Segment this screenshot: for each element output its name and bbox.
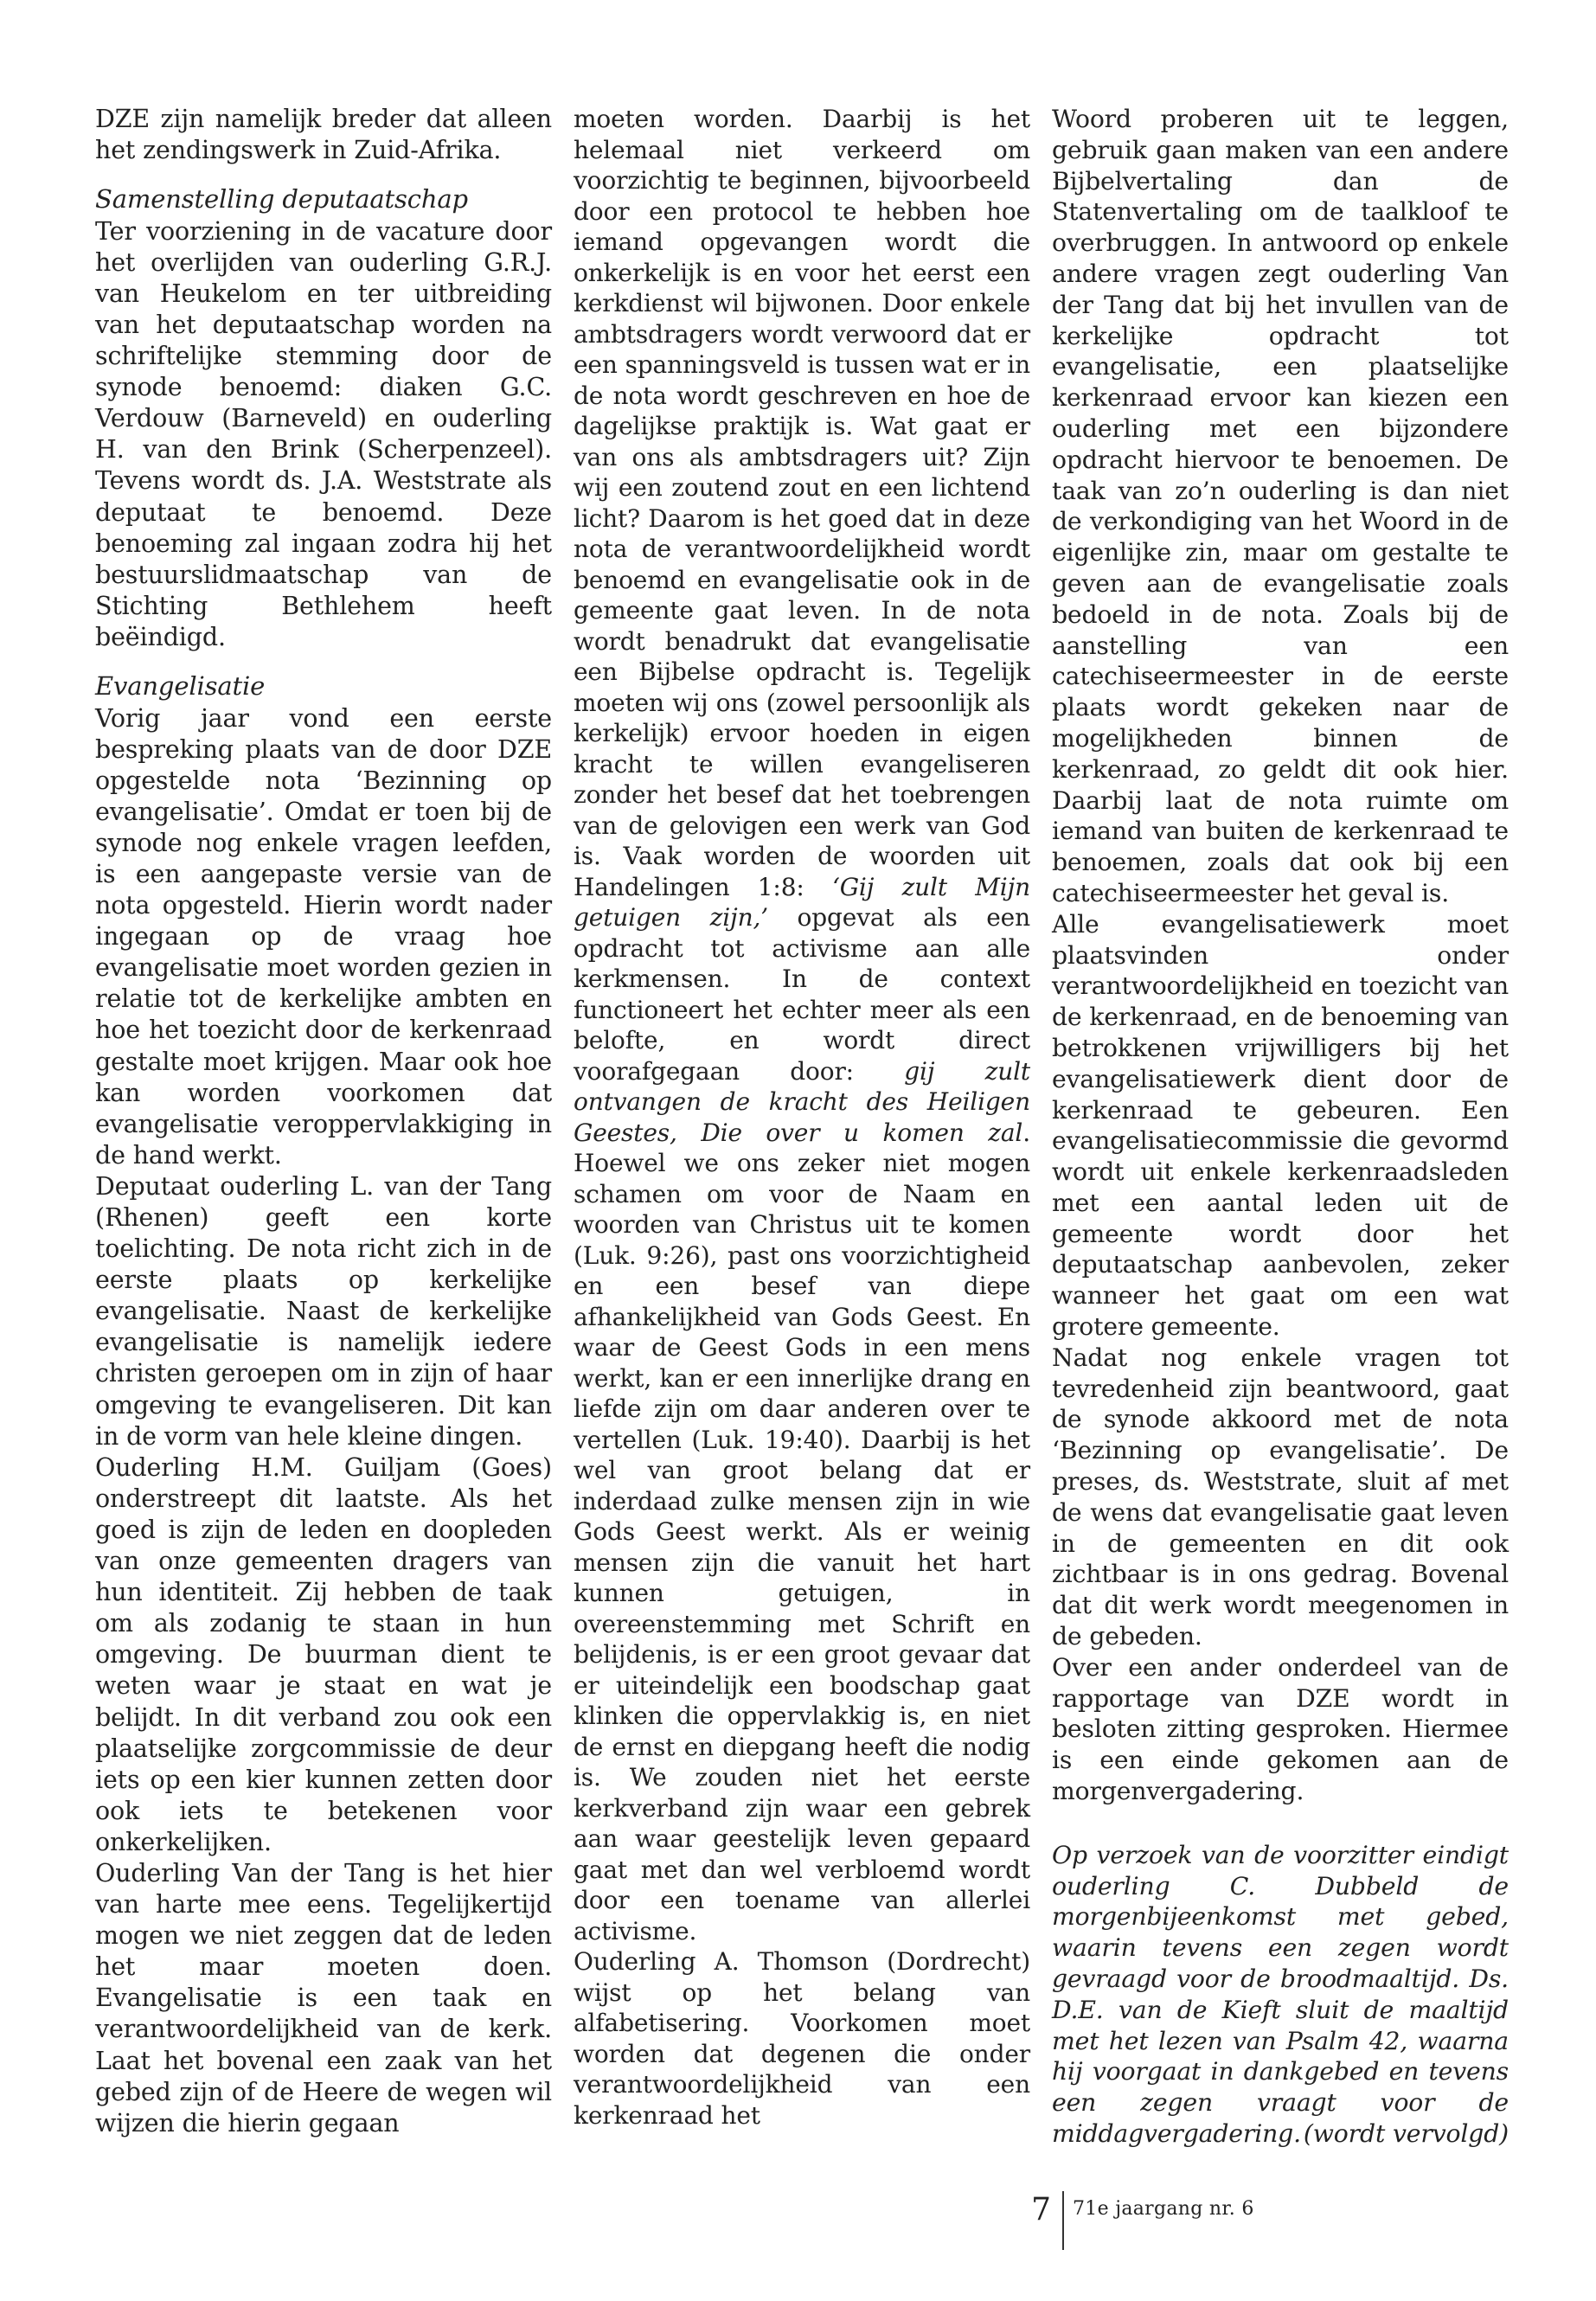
page-number: 7 bbox=[1031, 2192, 1051, 2227]
paragraph-samenstelling: Ter voorziening in de vacature door het overlijden van ouderling G.R.J. van Heukelom en ter uitbreiding van het deputaatschap worden na schriftelijke stemming door de synode benoemd: diaken G.C. Verdouw (Barneveld) en ouderling H. van den Brink (Scherpenzeel). Tevens wordt ds. J.A. Weststrate als deputaat te benoemd. Deze benoeming zal ingaan zodra hij het bestuurslidmaatschap van de Stichting Bethlehem heeft beëindigd. bbox=[95, 216, 552, 651]
continued-note: (wordt vervolgd) bbox=[1303, 2119, 1509, 2148]
paragraph-evangelisatie: Vorig jaar vond een eerste bespreking plaats van de door DZE opgestelde nota ‘Bezinning op evangelisatie’. Omdat er toen bij de synode nog enkele vragen leefden, is een aangepaste versie van de nota opgesteld. Hierin wordt nader ingegaan op de vraag hoe evangelisatie moet worden gezien in relatie tot de kerkelijke ambten en hoe het toezicht door de kerkenraad gestalte moet krijgen. Maar ook hoe kan worden voorkomen dat evangelisatie veroppervlakkiging in de hand werkt. bbox=[95, 703, 552, 1170]
paragraph-guiljam: Ouderling H.M. Guiljam (Goes) onderstreept dit laatste. Als het goed is zijn de leden en doopleden van onze gemeenten dragers van hun identiteit. Zij hebben de taak om als zodanig te staan in hun omgeving. De buurman dient te weten waar je staat en wat je belijdt. In dit verband zou ook een plaatselijke zorgcommissie de deur iets op een kier kunnen zetten door ook iets te betekenen voor onkerkelijken. bbox=[95, 1452, 552, 1856]
footer-divider bbox=[1062, 2191, 1064, 2250]
paragraph-closing-italic bbox=[1052, 1840, 1509, 2150]
column-1 bbox=[95, 104, 552, 2139]
paragraph-over: Over een ander onderdeel van de rapportage van DZE wordt in besloten zitting gesproken. Hiermee is een einde gekomen aan de morgenvergadering. bbox=[1052, 1652, 1509, 1806]
scripture-quote: ‘Gij zult Mijn getuigen zijn,’ bbox=[574, 872, 1031, 932]
scripture-quote: gij zult ontvangen de kracht des Heiligen Geestes, Die over u komen zal bbox=[574, 1056, 1030, 1147]
paragraph-continuation bbox=[574, 104, 1030, 1946]
column-3 bbox=[1052, 104, 1509, 2150]
paragraph-alle-evangelisatiewerk: Alle evangelisatiewerk moet plaatsvinden onder verantwoordelijkheid en toezicht van de kerkenraad, en de benoeming van betrokkenen vrijwilligers bij het evangelisatiewerk dient door de kerkenraad te gebeuren. Een evangelisatiecommissie die gevormd wordt uit enkele kerkenraadsleden met een aantal leden uit de gemeente wordt door het deputaatschap aanbevolen, zeker wanneer het gaat om een wat grotere gemeente. bbox=[1052, 909, 1509, 1342]
paragraph-tang: Deputaat ouderling L. van der Tang (Rhenen) geeft een korte toelichting. De nota richt zich in de eerste plaats op kerkelijke evangelisatie. Naast de kerkelijke evangelisatie is namelijk iedere christen geroepen om in zijn of haar omgeving te evangeliseren. Dit kan in de vorm van hele kleine dingen. bbox=[95, 1171, 552, 1451]
paragraph-tang-2: Ouderling Van der Tang is het hier van harte mee eens. Tegelijkertijd mogen we niet zeggen dat de leden het maar moeten doen. Evangelisatie is een taak en verantwoordelijkheid van de kerk. Laat het bovenal een zaak van het gebed zijn of de Heere de wegen wil wijzen die hierin gegaan bbox=[95, 1858, 552, 2138]
text-run: opgevat als een opdracht tot activisme aan alle kerkmensen. In de context functioneert het echter meer als een belofte, en wordt direct voorafgegaan door: bbox=[574, 903, 1030, 1086]
paragraph-thomson: Ouderling A. Thomson (Dordrecht) wijst op het belang van alfabetisering. Voorkomen moet worden dat degenen die onder verantwoordelijkheid van een kerkenraad het bbox=[574, 1947, 1030, 2130]
closing-text: Op verzoek van de voorzitter eindigt ouderling C. Dubbeld de morgenbijeenkomst met gebed, waarin tevens een zegen wordt gevraagd voor de broodmaaltijd. Ds. D.E. van de Kieft sluit de maaltijd met het lezen van Psalm 42, waarna hij voorgaat in dankgebed en tevens een zegen vraagt voor de middagvergadering. bbox=[1052, 1840, 1509, 2148]
issue-label: 71e jaargang nr. 6 bbox=[1073, 2198, 1254, 2220]
heading-samenstelling-deputaatschap: Samenstelling deputaatschap bbox=[95, 184, 468, 215]
column-2 bbox=[574, 104, 1030, 2131]
text-run: moeten worden. Daarbij is het helemaal niet verkeerd om voorzichtig te beginnen, bijvoorbeeld door een protocol te hebben hoe iemand opgevangen wordt die onkerkelijk is en voor het eerst een kerkdienst wil bijwonen. Door enkele ambtsdragers wordt verwoord dat er een spanningsveld is tussen wat er in de nota wordt geschreven en hoe de dagelijkse praktijk is. Wat gaat er van ons als ambtsdragers uit? Zijn wij een zoutend zout en een lichtend licht? Daarom is het goed dat in deze nota de verantwoordelijkheid wordt benoemd en evangelisatie ook in de gemeente gaat leven. In de nota wordt benadrukt dat evangelisatie een Bijbelse opdracht is. Tegelijk moeten wij ons (zowel persoonlijk als kerkelijk) ervoor hoeden in eigen kracht te willen evangeliseren zonder het besef dat het toebrengen van de gelovigen een werk van God is. Vaak worden de woorden uit Handelingen 1:8: bbox=[574, 105, 1030, 901]
paragraph-continuation-2: Woord proberen uit te leggen, gebruik gaan maken van een andere Bijbelvertaling dan de Statenvertaling om de taalkloof te overbruggen. In antwoord op enkele andere vragen zegt ouderling Van der Tang dat bij het invullen van de kerkelijke opdracht tot evangelisatie, een plaatselijke kerkenraad ervoor kan kiezen een ouderling met een bijzondere opdracht hiervoor te benoemen. De taak van zo’n ouderling is dan niet de verkondiging van het Woord in de eigenlijke zin, maar om gestalte te geven aan de evangelisatie zoals bedoeld in de nota. Zoals bij de aanstelling van een catechiseermeester in de eerste plaats wordt gekeken naar de mogelijkheden binnen de kerkenraad, zo geldt dit ook hier. Daarbij laat de nota ruimte om iemand van buiten de kerkenraad te benoemen, zoals dat ook bij een catechiseermeester het geval is. bbox=[1052, 105, 1509, 907]
paragraph-nadat: Nadat nog enkele vragen tot tevredenheid zijn beantwoord, gaat de synode akkoord met de nota ‘Bezinning op evangelisatie’. De preses, ds. Weststrate, sluit af met de wens dat evangelisatie gaat leven in de gemeenten en dit ook zichtbaar is in ons gedrag. Bovenal dat dit werk wordt meegenomen in de gebeden. bbox=[1052, 1343, 1509, 1651]
heading-evangelisatie: Evangelisatie bbox=[95, 671, 266, 701]
page-footer bbox=[0, 2191, 1596, 2243]
paragraph-intro: DZE zijn namelijk breder dat alleen het zendingswerk in Zuid-Afrika. bbox=[95, 105, 552, 165]
text-run: . Hoewel we ons zeker niet mogen schamen om voor de Naam en woorden van Christus uit te komen (Luk. 9:26), past ons voorzichtigheid en een besef van diepe afhankelijkheid van Gods Geest. En waar de Geest Gods in een mens werkt, kan er een innerlijke drang en liefde zijn om daar anderen over te vertellen (Luk. 19:40). Daarbij is het wel van groot belang dat er inderdaad zulke mensen zijn in wie Gods Geest werkt. Als er weinig mensen zijn die vanuit het hart kunnen getuigen, in overeenstemming met Schrift en belijdenis, is er een groot gevaar dat er uiteindelijk een boodschap gaat klinken die oppervlakkig is, en niet de ernst en diepgang heeft die nodig is. We zouden niet het eerste kerkverband zijn waar een gebrek aan waar geestelijk leven gepaard gaat met dan wel verbloemd wordt door een toename van allerlei activisme. bbox=[574, 1118, 1030, 1945]
